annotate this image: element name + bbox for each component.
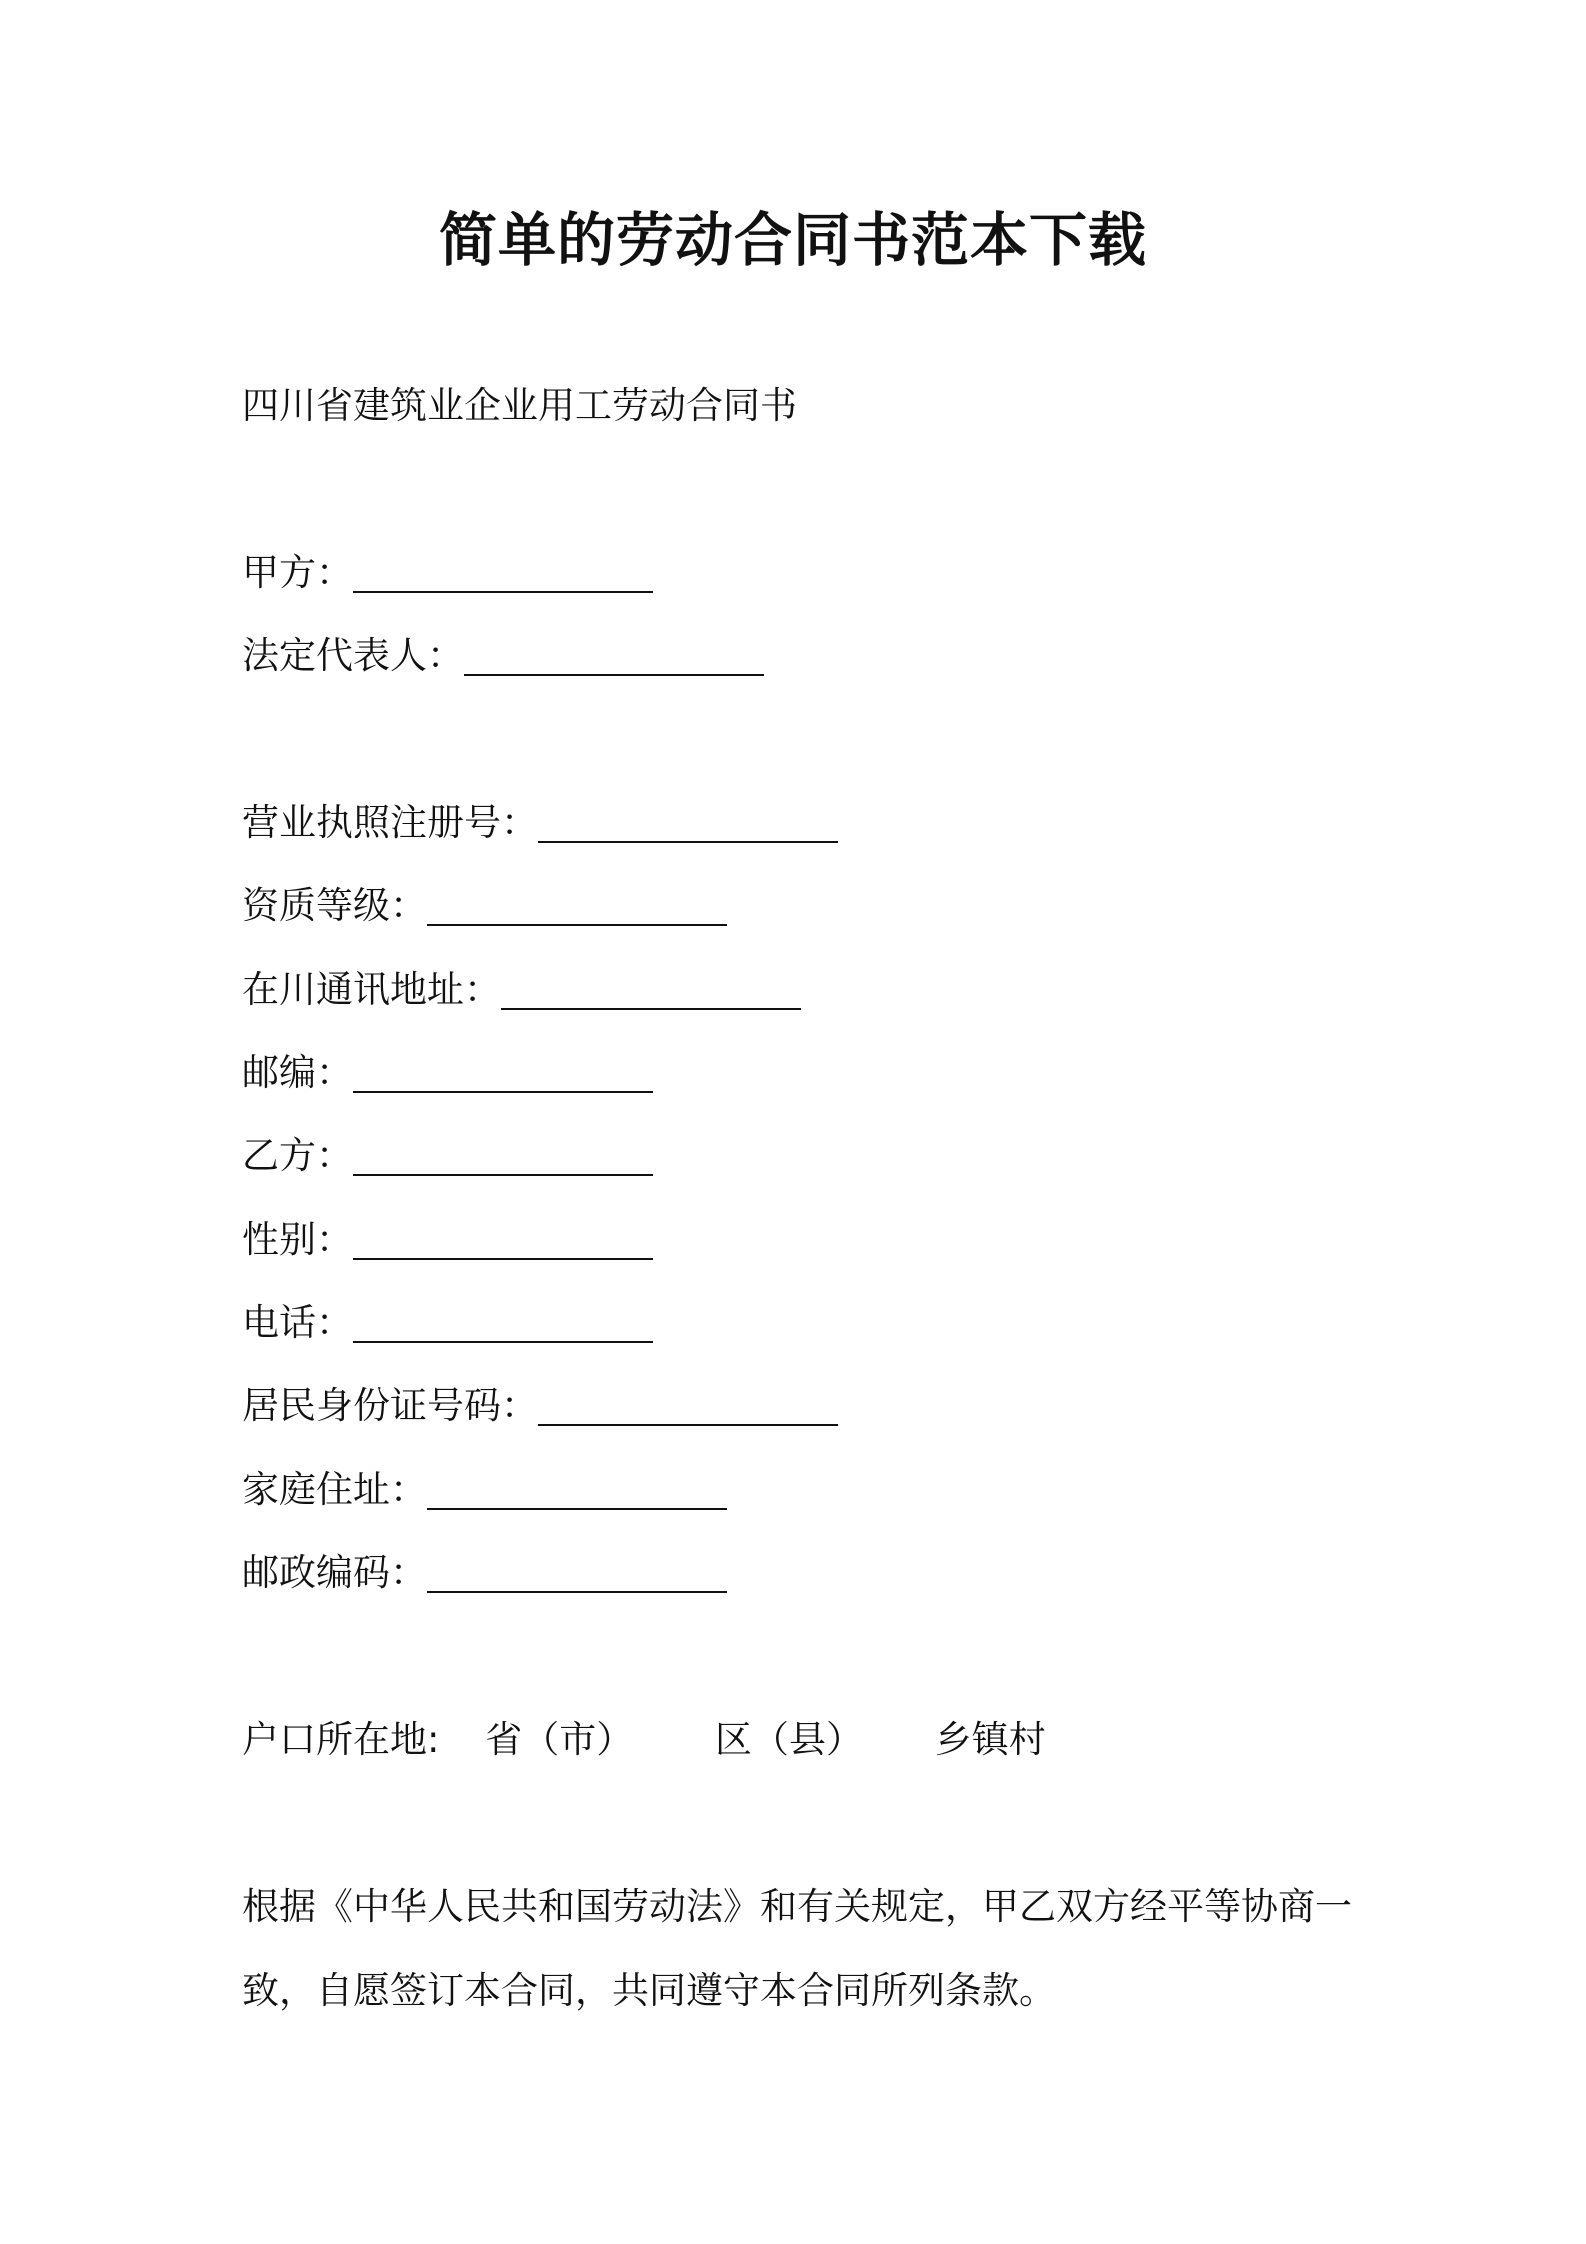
field-label: 邮政编码： (242, 1551, 427, 1594)
blank-line[interactable] (353, 1258, 653, 1260)
field-label: 邮编： (242, 1051, 353, 1094)
field-label: 乙方： (242, 1134, 353, 1177)
hukou-line (242, 1712, 1046, 1768)
hukou-town: 乡镇村 (934, 1718, 1046, 1761)
blank-line[interactable] (353, 591, 653, 593)
blank-line[interactable] (501, 1008, 801, 1010)
blank-line[interactable] (538, 1424, 838, 1426)
hukou-district: 区（县） (715, 1718, 863, 1761)
field-business-license-number[interactable] (242, 795, 838, 851)
field-party-a[interactable] (242, 545, 653, 601)
paragraph-line: 根据《中华人民共和国劳动法》和有关规定，甲乙双方经平等协商一 (242, 1885, 1352, 1928)
field-phone[interactable] (242, 1295, 653, 1351)
field-label: 营业执照注册号： (242, 801, 538, 844)
blank-line[interactable] (538, 841, 838, 843)
field-label: 甲方： (242, 551, 353, 594)
field-sichuan-address[interactable] (242, 962, 801, 1018)
hukou-label: 户口所在地: (242, 1718, 440, 1761)
field-party-b[interactable] (242, 1128, 653, 1184)
blank-line[interactable] (353, 1341, 653, 1343)
field-label: 电话： (242, 1301, 353, 1344)
field-label: 居民身份证号码： (242, 1384, 538, 1427)
field-label: 性别： (242, 1218, 353, 1261)
field-postal-code[interactable] (242, 1545, 727, 1601)
blank-line[interactable] (353, 1174, 653, 1176)
document-title: 简单的劳动合同书范本下载 (438, 206, 1147, 274)
field-label: 家庭住址： (242, 1468, 427, 1511)
blank-line[interactable] (427, 1591, 727, 1593)
hukou-province: 省（市） (485, 1718, 634, 1761)
field-legal-representative[interactable] (242, 628, 764, 684)
field-postcode-a[interactable] (242, 1045, 653, 1101)
field-id-number[interactable] (242, 1378, 838, 1434)
blank-line[interactable] (353, 1091, 653, 1093)
blank-line[interactable] (464, 674, 764, 676)
blank-line[interactable] (427, 924, 727, 926)
paragraph-line: 致，自愿签订本合同，共同遵守本合同所列条款。 (242, 1969, 1056, 2012)
contract-subtitle: 四川省建筑业企业用工劳动合同书 (242, 384, 797, 427)
blank-line[interactable] (427, 1508, 727, 1510)
field-label: 资质等级： (242, 884, 427, 927)
field-home-address[interactable] (242, 1462, 727, 1518)
field-gender[interactable] (242, 1212, 653, 1268)
field-label: 在川通讯地址： (242, 968, 501, 1011)
intro-paragraph (242, 1865, 1362, 2033)
field-qualification-level[interactable] (242, 878, 727, 934)
field-label: 法定代表人： (242, 634, 464, 677)
